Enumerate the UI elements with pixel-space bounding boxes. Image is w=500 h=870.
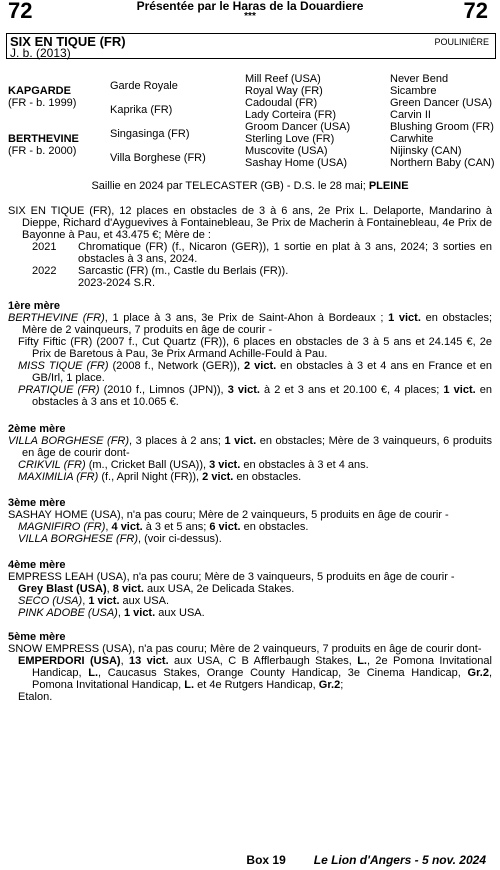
offspring-row [8, 277, 492, 289]
offspring-year: 2022 [32, 265, 57, 277]
dam-record: BERTHEVINE (FR), 1 place à 3 ans, 3e Prix de Saint-Ahon à Bordeaux ; 1 vict. en obstacles; Mère de 2 vainqueurs, 7 produits en âge de courir - [8, 312, 493, 336]
dam-record: VILLA BORGHESE (FR), 3 places à 2 ans; 1 vict. en obstacles; Mère de 3 vainqueurs, 6 produits en âge de courir dont- [8, 435, 492, 459]
section-heading: 1ère mère [8, 300, 60, 312]
career-section [8, 205, 492, 289]
pedigree-gen3-1: Mill Reef (USA) [245, 73, 321, 85]
pedigree-gen4-7: Nijinsky (CAN) [390, 145, 462, 157]
pedigree-gen3-5: Groom Dancer (USA) [245, 121, 351, 133]
section-heading: 4ème mère [8, 559, 66, 571]
dam-record: SASHAY HOME (USA), n'a pas couru; Mère de 2 vainqueurs, 5 produits en âge de courir - [8, 509, 449, 521]
dam-section-4 [8, 559, 492, 619]
offspring-details: 2023-2024 S.R. [78, 277, 156, 289]
pedigree-gen2-2: Kaprika (FR) [110, 104, 173, 116]
pedigree-gen3-2: Royal Way (FR) [245, 85, 323, 97]
dam-record: EMPRESS LEAH (USA), n'a pas couru; Mère de 3 vainqueurs, 5 produits en âge de courir - [8, 571, 455, 583]
produce-record: EMPERDORI (USA), 13 vict. aux USA, C B Afflerbaugh Stakes, L., 2e Pomona Invitational Handicap, L., Caucasus Stakes, Orange County Handicap, 3e Cinema Handicap, Gr.2, Pomona Invitational Handicap, L. et 4e Rutgers Handicap, Gr.2; [18, 655, 492, 691]
covering-line [8, 180, 492, 192]
box-number: Box 19 [246, 853, 286, 867]
pedigree-gen2-3: Singasinga (FR) [110, 128, 190, 140]
pedigree-sire: KAPGARDE [8, 85, 71, 97]
section-heading: 5ème mère [8, 631, 66, 643]
pedigree-gen2-4: Villa Borghese (FR) [110, 152, 206, 164]
produce-record: MAXIMILIA (FR) (f., April Night (FR)), 2 vict. en obstacles. [18, 471, 302, 483]
sale-info: Le Lion d'Angers - 5 nov. 2024 [313, 853, 486, 867]
pedigree-gen4-2: Sicambre [390, 85, 437, 97]
pedigree-gen3-7: Muscovite (USA) [245, 145, 328, 157]
horse-info: J. b. (2013) [10, 46, 71, 60]
pedigree-gen4-4: Carvin II [390, 109, 431, 121]
pedigree-gen3-4: Lady Corteira (FR) [245, 109, 337, 121]
offspring-row [8, 241, 492, 265]
pedigree-dam-info: (FR - b. 2000) [8, 145, 77, 157]
produce-record: MISS TIQUE (FR) (2008 f., Network (GER)), 2 vict. en obstacles à 3 et 4 ans en France et en GB/Irl, 1 place. [18, 360, 493, 384]
pedigree-gen4-3: Green Dancer (USA) [390, 97, 493, 109]
covering-status: PLEINE [368, 180, 409, 192]
section-heading: 2ème mère [8, 423, 66, 435]
offspring-name: Chromatique (FR) [78, 241, 168, 253]
pedigree-sire-info: (FR - b. 1999) [8, 97, 77, 109]
pedigree-gen4-6: Carwhite [390, 133, 434, 145]
pedigree-gen4-8: Northern Baby (CAN) [390, 157, 495, 169]
produce-record: Fifty Fiftic (FR) (2007 f., Cut Quartz (FR)), 6 places en obstacles de 3 à 5 ans et 24.145 €, 2e Prix de Baretous à Pau, 3e Prix Armand Achille-Fould à Pau. [18, 336, 492, 360]
pedigree-dam: BERTHEVINE [8, 133, 79, 145]
career-text: SIX EN TIQUE (FR), 12 places en obstacles de 3 à 6 ans, 2e Prix L. Delaporte, Mandarino à Dieppe, Richard d'Ayguevives à Fontainebleau, 3e Prix de Macherin à Fontainebleau, 4e Prix de Bayonne à Pau, et 43.475 €; Mère de : [8, 205, 492, 241]
produce-record: MAGNIFIRO (FR), 4 vict. à 3 et 5 ans; 6 vict. en obstacles. [18, 521, 309, 533]
stars-separator: *** [244, 11, 256, 22]
presenter-line: Présentée par le Haras de la Douardiere [136, 0, 364, 13]
pedigree-gen4-1: Never Bend [390, 73, 449, 85]
dam-section-1 [8, 300, 492, 408]
produce-record: Grey Blast (USA), 8 vict. aux USA, 2e Delicada Stakes. [18, 583, 295, 595]
produce-record: Etalon. [18, 691, 53, 703]
produce-record: VILLA BORGHESE (FR), (voir ci-dessus). [18, 533, 222, 545]
offspring-name: Sarcastic (FR) [78, 265, 149, 277]
pedigree-gen2-1: Garde Royale [110, 80, 178, 92]
lot-number-right: 72 [463, 0, 488, 23]
pedigree-gen4-5: Blushing Groom (FR) [390, 121, 494, 133]
pedigree-gen3-8: Sashay Home (USA) [245, 157, 348, 169]
covering-text: Saillie en 2024 par TELECASTER (GB) - D.S. le 28 mai; [91, 180, 369, 192]
horse-name: SIX EN TIQUE (FR) [10, 34, 126, 49]
dam-section-3 [8, 497, 492, 545]
pedigree-gen3-3: Cadoudal (FR) [245, 97, 318, 109]
horse-name-box [6, 33, 496, 59]
section-heading: 3ème mère [8, 497, 66, 509]
dam-section-5 [8, 631, 492, 703]
offspring-details: (f., Nicaron (GER)), 1 sortie en plat à 3 ans, 2024; 3 sorties en obstacles à 3 ans, 2024. [78, 241, 492, 265]
produce-record: SECO (USA), 1 vict. aux USA. [18, 595, 170, 607]
offspring-year: 2021 [32, 241, 57, 253]
offspring-details: (m., Castle du Berlais (FR)). [148, 265, 289, 277]
horse-sex: POULINIÈRE [434, 37, 489, 47]
offspring-row [8, 265, 492, 277]
dam-record: SNOW EMPRESS (USA), n'a pas couru; Mère de 2 vainqueurs, 7 produits en âge de courir dont- [8, 643, 482, 655]
produce-record: PINK ADOBE (USA), 1 vict. aux USA. [18, 607, 205, 619]
pedigree-gen3-6: Sterling Love (FR) [245, 133, 335, 145]
produce-record: PRATIQUE (FR) (2010 f., Limnos (JPN)), 3 vict. à 2 et 3 ans et 20.100 €, 4 places; 1 vict. en obstacles à 3 ans et 10.065 €. [18, 384, 493, 408]
footer [246, 853, 486, 867]
dam-section-2 [8, 423, 492, 483]
lot-number-left: 72 [8, 0, 33, 23]
produce-record: CRIKVIL (FR) (m., Cricket Ball (USA)), 3 vict. en obstacles à 3 et 4 ans. [18, 459, 369, 471]
